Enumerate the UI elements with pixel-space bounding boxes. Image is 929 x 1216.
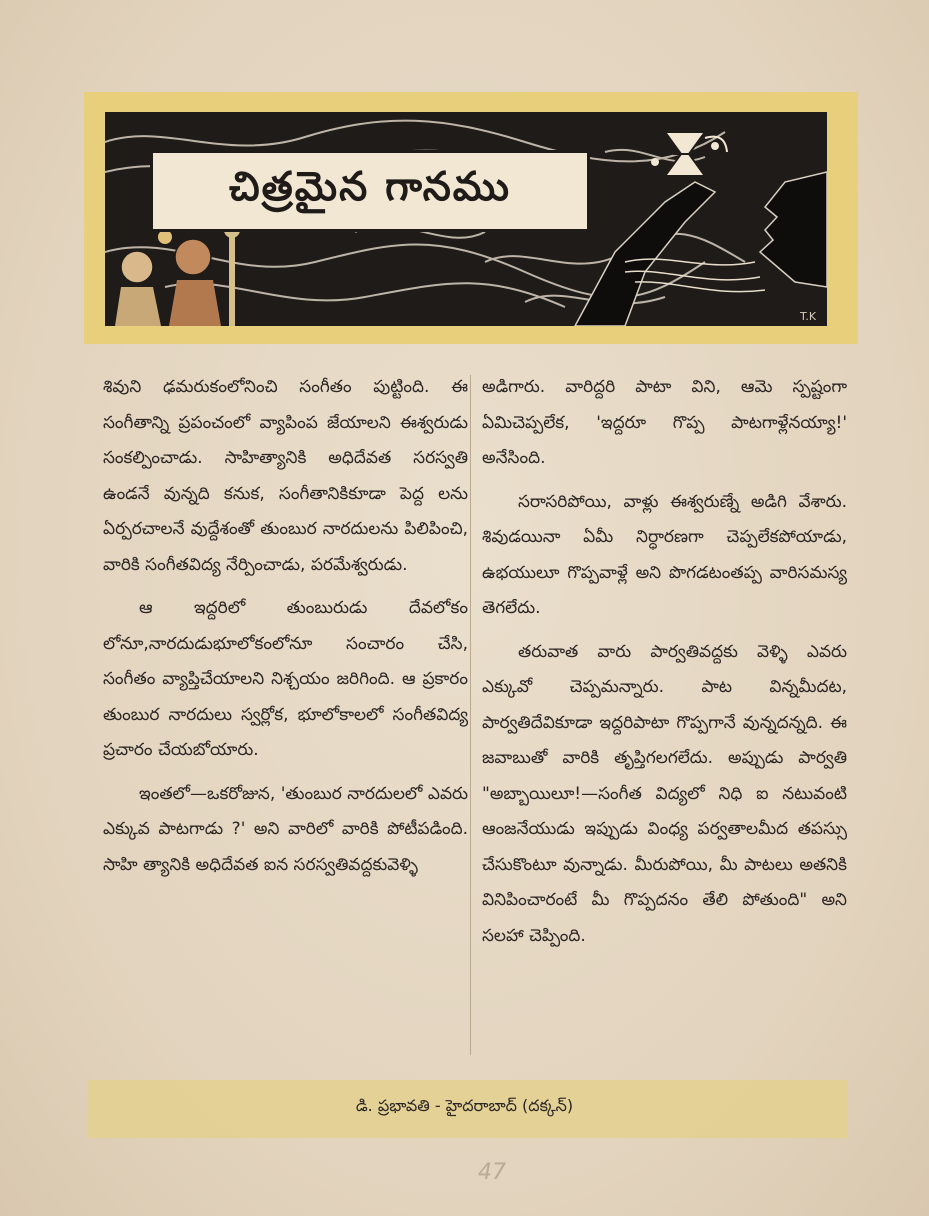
- left-column: [103, 370, 468, 891]
- column-divider: [470, 375, 471, 1055]
- right-paragraph-2: సరాసరిపోయి, వాళ్లు ఈశ్వరుణ్నే అడిగి వేశారు. శివుడయినా ఏమీ నిర్ధారణగా చెప్పలేకపోయాడు, ఉభయులూ గొప్పవాళ్లే అని పొగడటంతప్ప వారిసమస్య తెగలేదు.: [482, 491, 847, 618]
- left-paragraph-2: ఆ ఇద్దరిలో తుంబురుడు దేవలోకం లోనూ,నారదుడుభూలోకంలోనూ సంచారం చేసి, సంగీతం వ్యాప్తిచేయాలని నిశ్చయం జరిగింది. ఆ ప్రకారం తుంబుర నారదులు స్వర్లోక, భూలోకాలలో సంగీతవిద్య ప్రచారం చేయబోయారు.: [103, 598, 468, 760]
- illustrator-signature: T.K: [800, 310, 817, 323]
- left-paragraph-1: శివుని ఢమరుకంలోనించి సంగీతం పుట్టింది. ఈ సంగీతాన్ని ప్రపంచంలో వ్యాపింప జేయాలని ఈశ్వరుడు సంకల్పించాడు. సాహిత్యానికి అధిదేవత సరస్వతి ఉండనే వున్నది కనుక, సంగీతానికికూడా పెద్ద లను ఏర్పరచాలనే వుద్దేశంతో తుంబుర నారదులను పిలిపించి, వారికి సంగీతవిద్య నేర్పించాడు, పరమేశ్వరుడు.: [103, 377, 468, 575]
- author-credit: డి. ప్రభావతి - హైదరాబాద్ (దక్కన్): [355, 1096, 574, 1115]
- right-paragraph-1: అడిగారు. వారిద్దరి పాటా విని, ఆమె స్పష్టంగా ఏమిచెప్పలేక, 'ఇద్దరూ గొప్ప పాటగాళ్లేనయ్యా!' అనేసింది.: [482, 377, 847, 468]
- right-paragraph-3: తరువాత వారు పార్వతివద్దకు వెళ్ళి ఎవరు ఎక్కువో చెప్పమన్నారు. పాట విన్నమీదట, పార్వతిదేవికూడా ఇద్దరిపాటా గొప్పగానే వున్నదన్నది. ఈ జవాబుతో వారికి తృప్తిగలగలేదు. అప్పుడు పార్వతి "అబ్బాయిలూ!—సంగీత విద్యలో నిధి ఐ నటువంటి ఆంజనేయుడు ఇప్పుడు వింధ్య పర్వతాలమీద తపస్సు చేసుకొంటూ వున్నాడు. మీరుపోయి, మీ పాటలు అతనికి వినిపించారంటే మీ గొప్పదనం తేలి పోతుంది" అని సలహా చెప్పింది.: [482, 641, 847, 946]
- page-number: 47: [478, 1160, 506, 1185]
- page-title: చిత్రమైన గానము: [229, 162, 511, 210]
- left-paragraph-3: ఇంతలో—ఒకరోజున, 'తుంబుర నారదులలో ఎవరు ఎక్కువ పాటగాడు ?' అని వారిలో వారికి పోటీపడింది. సాహి త్యానికి అధిదేవత ఐన సరస్వతివద్దకువెళ్ళి: [103, 783, 468, 875]
- right-column: [482, 370, 847, 962]
- title-box: [150, 150, 590, 232]
